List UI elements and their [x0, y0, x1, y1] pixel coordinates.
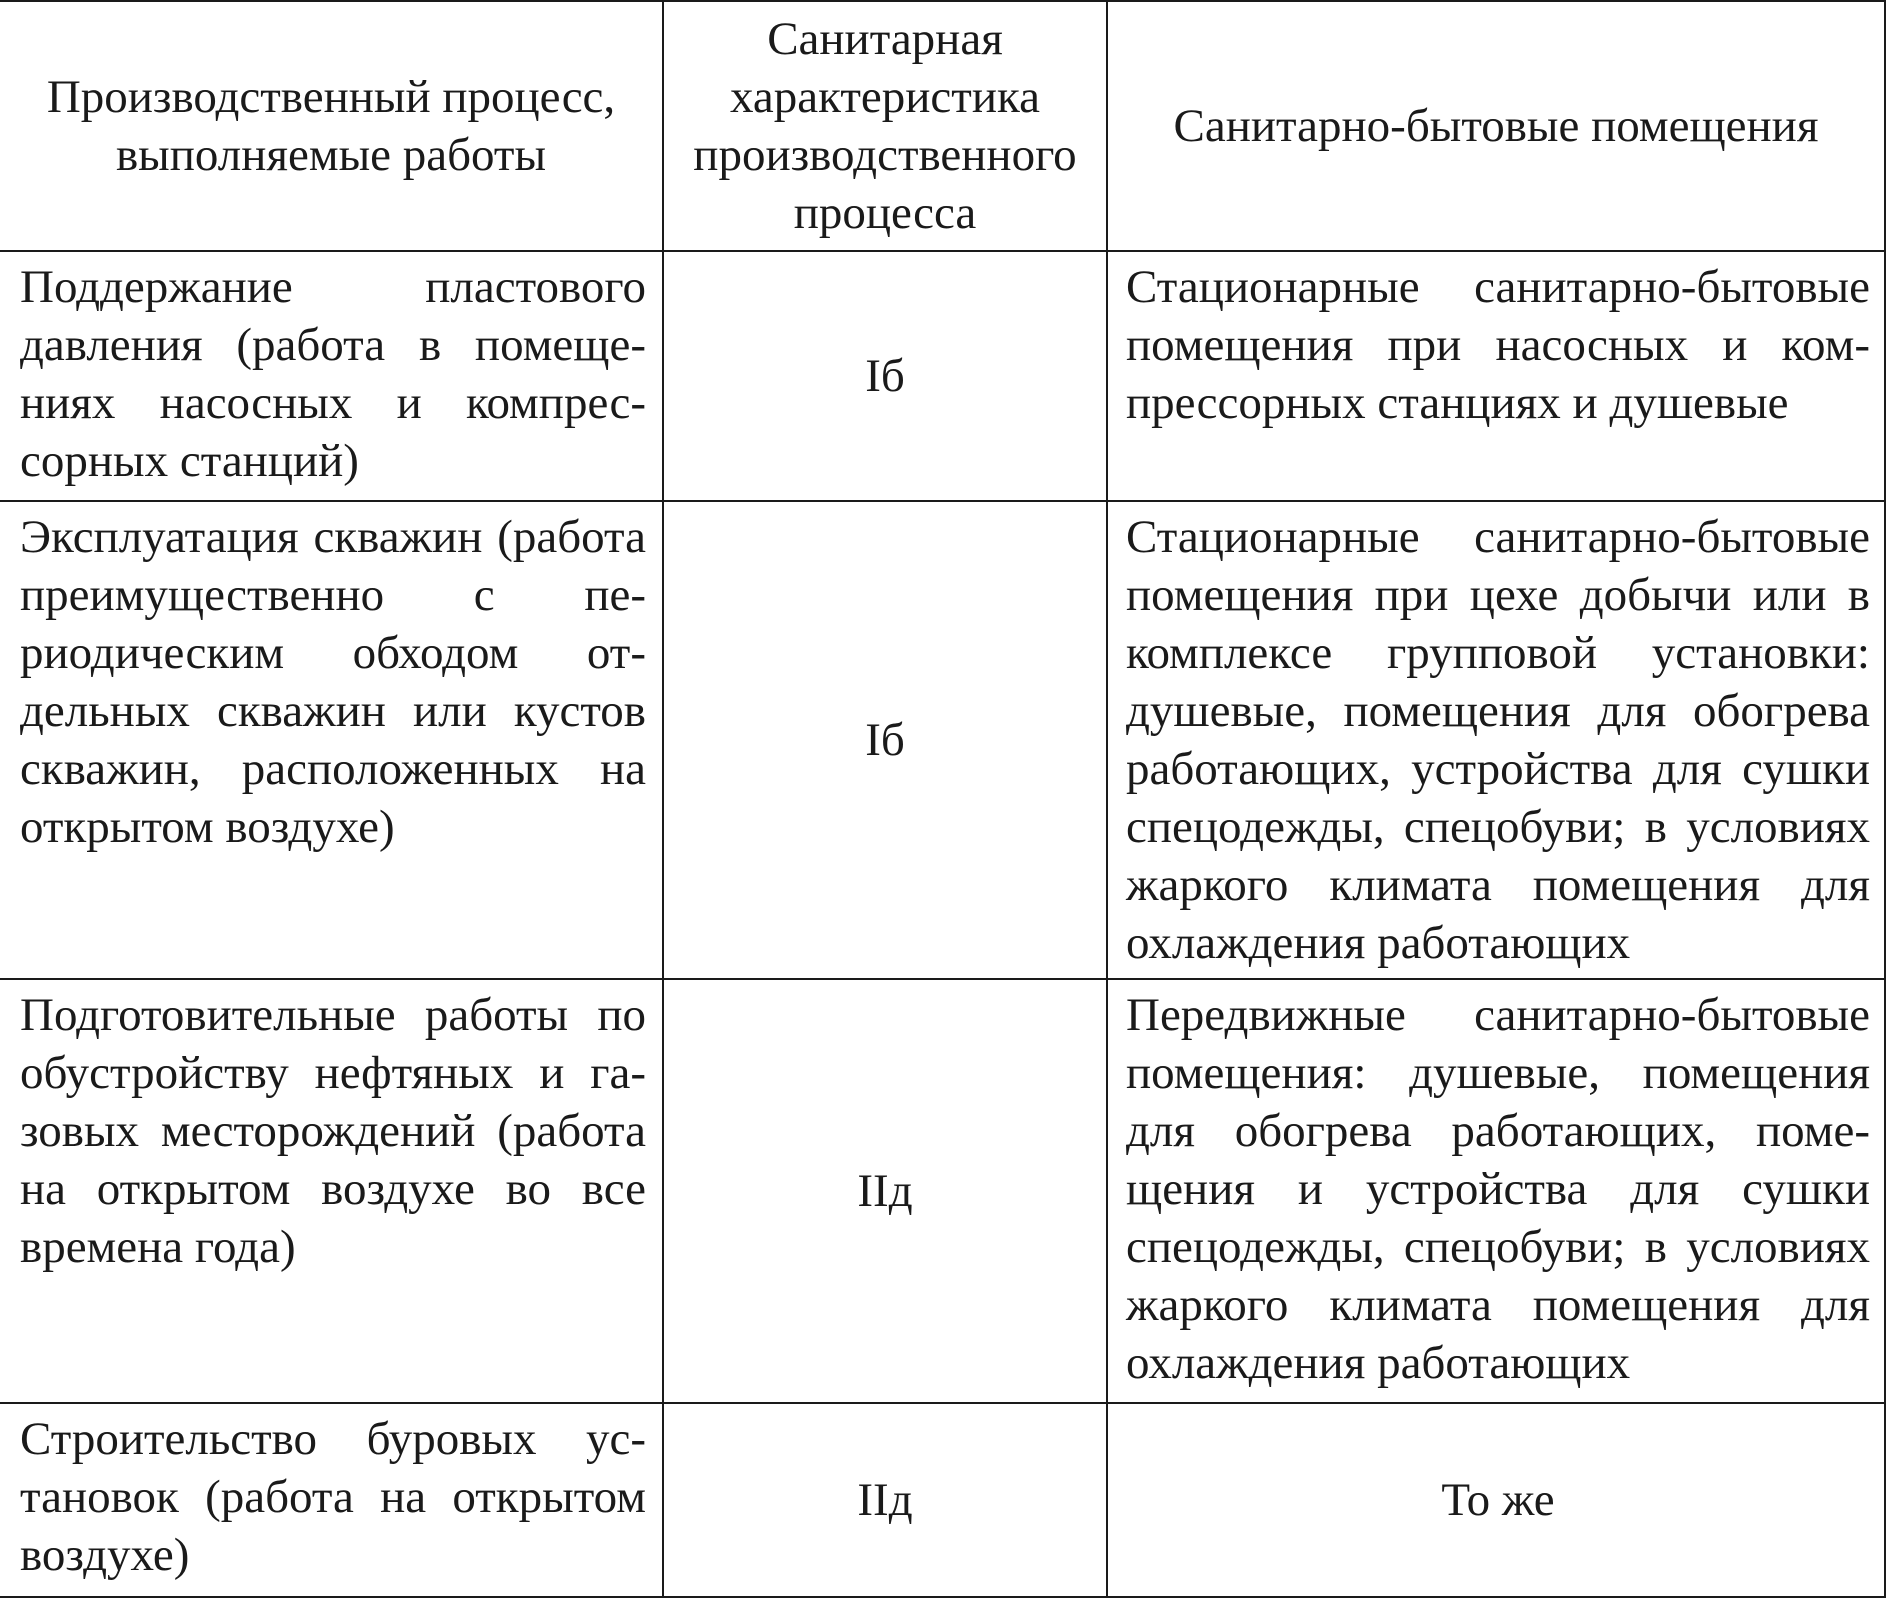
facilities-cell: Передвижные санитарно-бытовые помещения: душевые, помещения для обогрева работающих, помещения и устройства для сушки спецодежды, спецобуви; в условиях жаркого климата помещения для охлаждения работающих [1107, 979, 1885, 1403]
facilities-cell: Стационарные санитарно-бытовые помещения при цехе добычи или в комплексе групповой установки: душевые, помещения для обогрева работающих, устройства для сушки спецодежды, спецобуви; в условиях жаркого климата помещения для охлаждения работающих [1107, 501, 1885, 979]
facilities-cell: То же [1107, 1403, 1885, 1597]
facilities-cell: Стационарные санитарно-бытовые помещения при насосных и компрессорных станциях и душевые [1107, 251, 1885, 501]
process-cell: Подготовительные работы по обустройству нефтяных и газовых месторождений (работа на открытом воздухе во все времена года) [0, 979, 663, 1403]
header-process: Производственный процесс, выполняемые работы [0, 1, 663, 251]
category-cell: Iб [663, 501, 1107, 979]
table-row [0, 501, 1885, 979]
category-cell: IIд [663, 979, 1107, 1403]
table-header-row [0, 1, 1885, 251]
table-row [0, 1403, 1885, 1597]
category-cell: IIд [663, 1403, 1107, 1597]
category-cell: Iб [663, 251, 1107, 501]
process-cell: Строительство буровых установок (работа на открытом воздухе) [0, 1403, 663, 1597]
table-row [0, 251, 1885, 501]
header-category: Санитарная характеристика производственного процесса [663, 1, 1107, 251]
header-facilities: Санитарно-бытовые помещения [1107, 1, 1885, 251]
process-cell: Эксплуатация скважин (работа преимущественно с периодическим обходом отдельных скважин или кустов скважин, расположенных на открытом воздухе) [0, 501, 663, 979]
table-row [0, 979, 1885, 1403]
process-cell: Поддержание пластового давления (работа в помещениях насосных и компрессорных станций) [0, 251, 663, 501]
